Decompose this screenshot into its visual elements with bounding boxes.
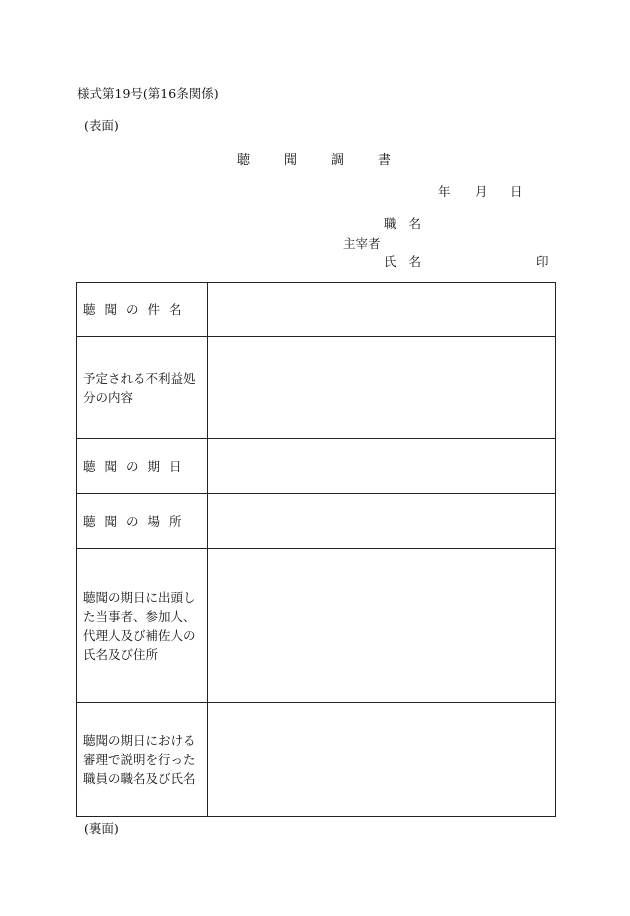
row-label-attendees: 聴聞の期日に出頭した当事者、参加人、代理人及び補佐人の氏名及び住所 <box>77 549 208 703</box>
host-label: 主宰者 <box>343 236 381 251</box>
row-value-hearing-place <box>208 494 556 549</box>
side-front-label: (表面) <box>84 118 119 133</box>
date-day-label: 日 <box>510 184 523 199</box>
row-label-hearing-date: 聴聞の期日 <box>77 439 208 494</box>
table-row <box>77 439 556 494</box>
row-value-explaining-staff <box>208 703 556 817</box>
hearing-record-table <box>76 282 556 817</box>
row-label-disposition: 予定される不利益処分の内容 <box>77 337 208 439</box>
post-label: 職名 <box>384 216 434 231</box>
table-row <box>77 283 556 337</box>
row-label-case-name: 聴聞の件名 <box>77 283 208 337</box>
table-row <box>77 549 556 703</box>
row-label-explaining-staff: 聴聞の期日における審理で説明を行った職員の職名及び氏名 <box>77 703 208 817</box>
date-month-label: 月 <box>475 184 488 199</box>
table-row <box>77 494 556 549</box>
side-back-label: (裏面) <box>84 821 119 836</box>
table-row <box>77 337 556 439</box>
row-label-hearing-place: 聴聞の場所 <box>77 494 208 549</box>
seal-mark: 印 <box>536 254 549 269</box>
row-value-attendees <box>208 549 556 703</box>
date-year-label: 年 <box>438 184 451 199</box>
document-title: 聴聞調書 <box>237 153 426 168</box>
name-label: 氏名 <box>384 254 434 269</box>
row-value-disposition <box>208 337 556 439</box>
row-value-hearing-date <box>208 439 556 494</box>
form-number: 様式第19号(第16条関係) <box>77 86 219 101</box>
table-row <box>77 703 556 817</box>
row-value-case-name <box>208 283 556 337</box>
